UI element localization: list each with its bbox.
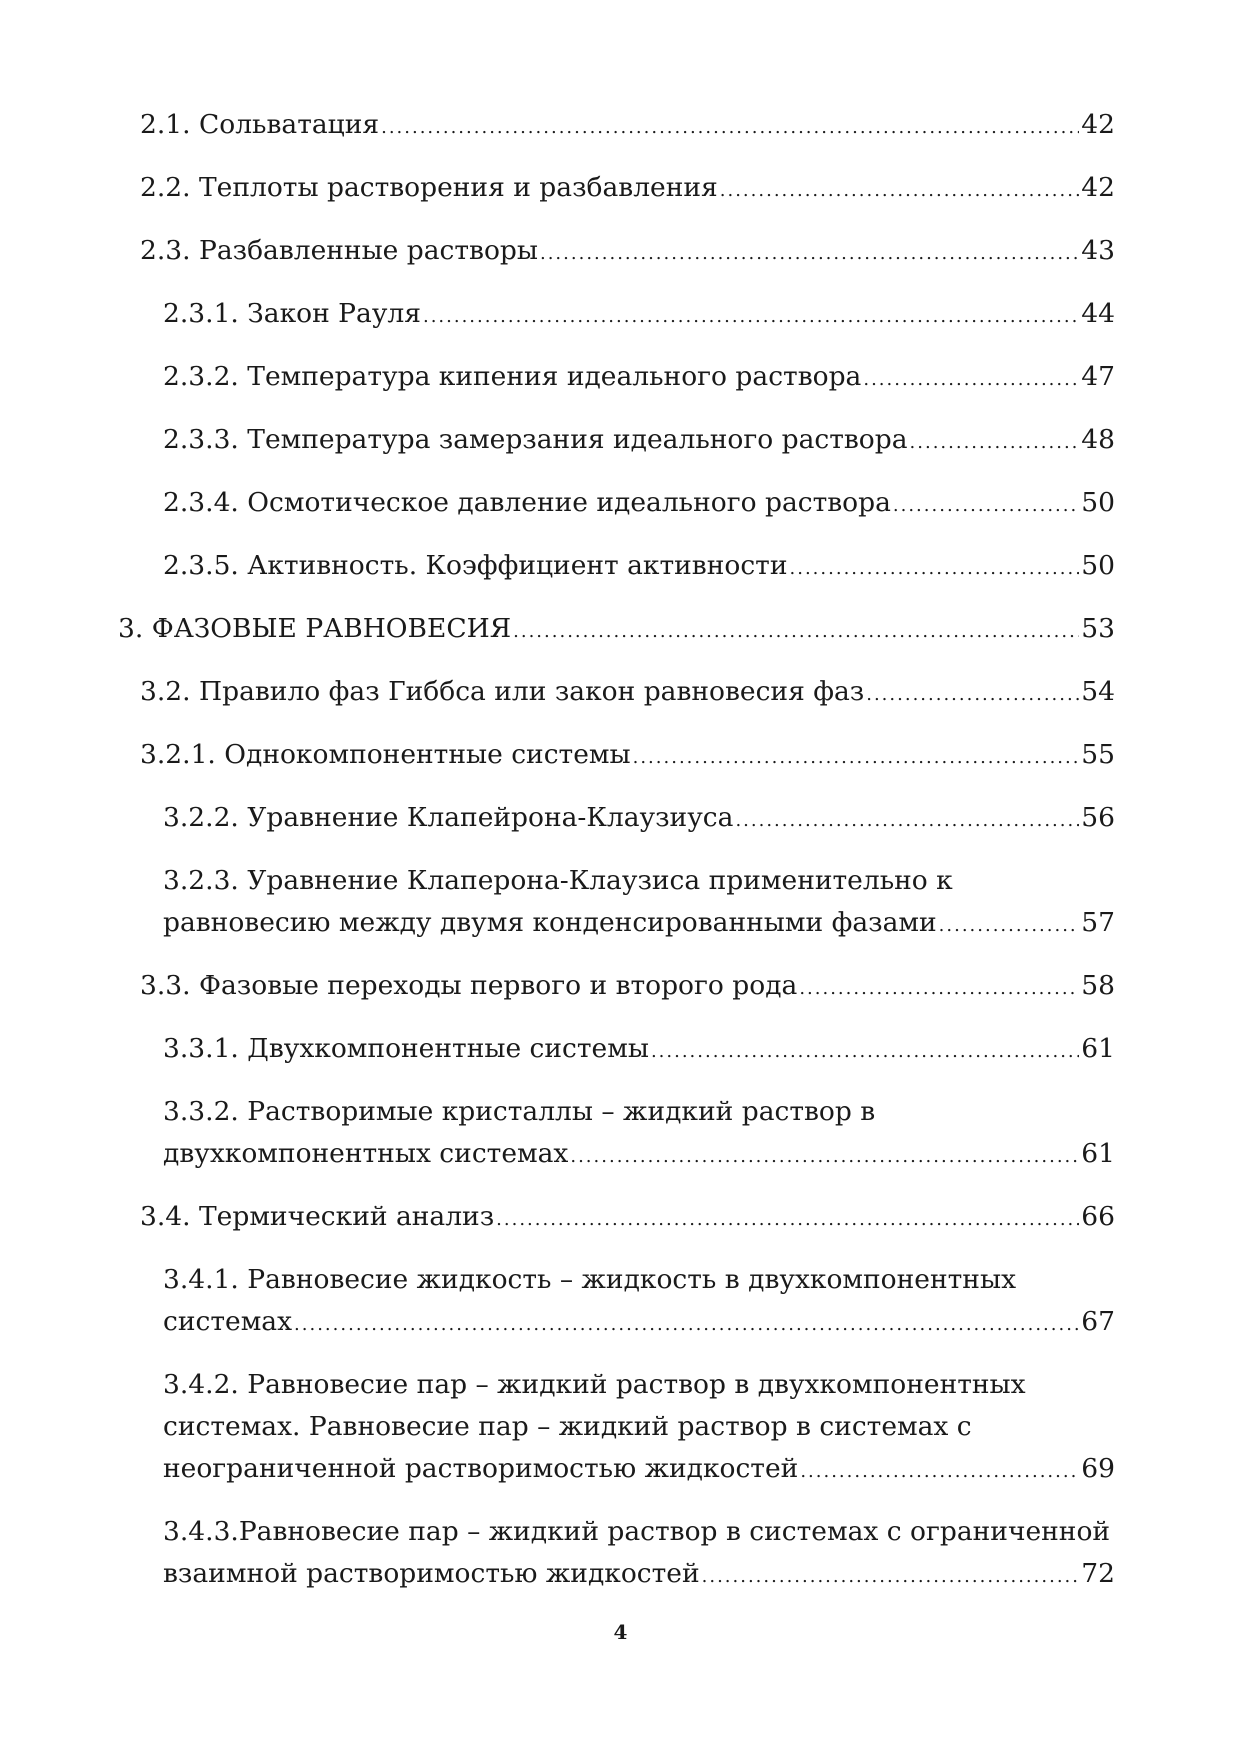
toc-entry[interactable] [163, 1511, 1115, 1598]
dot-leader [866, 674, 1079, 716]
toc-entry[interactable] [163, 1028, 1115, 1073]
toc-entry-page: 55 [1081, 739, 1115, 770]
toc-entry-title: 2.3. Разбавленные растворы [140, 235, 538, 266]
dot-leader [799, 968, 1079, 1010]
toc-entry[interactable] [140, 167, 1115, 212]
dot-leader [893, 485, 1079, 527]
toc-entry-title: равновесию между двумя конденсированными фазами [163, 907, 937, 938]
toc-entry[interactable] [140, 1196, 1115, 1241]
toc-entry-page: 53 [1081, 613, 1115, 644]
toc-entry-page: 56 [1081, 802, 1115, 833]
toc-entry-title: 2.3.5. Активность. Коэффициент активности [163, 550, 788, 581]
dot-leader [910, 422, 1080, 464]
toc-entry-title: взаимной растворимостью жидкостей [163, 1558, 700, 1589]
toc-entry-title: 2.3.2. Температура кипения идеального раствора [163, 361, 862, 392]
toc-entry-title: 2.3.3. Температура замерзания идеального раствора [163, 424, 908, 455]
toc-entry[interactable] [140, 965, 1115, 1010]
toc-entry-title: системах [163, 1306, 293, 1337]
dot-leader [735, 800, 1079, 842]
toc-entry-page: 43 [1081, 235, 1115, 266]
toc-entry-title: 3.2. Правило фаз Гиббса или закон равновесия фаз [140, 676, 865, 707]
toc-entry-title-line: 3.2.3. Уравнение Клаперона-Клаузиса применительно к [163, 865, 953, 896]
toc-entry-page: 47 [1081, 361, 1115, 392]
toc-entry[interactable] [163, 1091, 1115, 1178]
toc-entry-title: 2.1. Сольватация [140, 109, 380, 140]
toc-entry-title: 3.2.2. Уравнение Клапейрона-Клаузиуса [163, 802, 734, 833]
toc-entry[interactable] [140, 230, 1115, 275]
toc-entry-title: неограниченной растворимостью жидкостей [163, 1453, 799, 1484]
toc-entry-page: 42 [1081, 172, 1115, 203]
toc-entry[interactable] [163, 1259, 1115, 1346]
toc-entry-page: 48 [1081, 424, 1115, 455]
toc-entry-title-line: 3.4.2. Равновесие пар – жидкий раствор в двухкомпонентных [163, 1369, 1026, 1400]
toc-entry-title: 3.2.1. Однокомпонентные системы [140, 739, 631, 770]
toc-entry-page: 69 [1081, 1453, 1115, 1484]
dot-leader [790, 548, 1080, 590]
dot-leader [381, 107, 1079, 149]
dot-leader [513, 611, 1079, 653]
toc-entry[interactable] [163, 482, 1115, 527]
dot-leader [570, 1136, 1079, 1178]
dot-leader [863, 359, 1079, 401]
toc-entry-title: 3.3. Фазовые переходы первого и второго рода [140, 970, 798, 1001]
dot-leader [939, 905, 1080, 947]
toc-entry[interactable] [163, 797, 1115, 842]
toc-entry-page: 67 [1081, 1306, 1115, 1337]
dot-leader [651, 1031, 1079, 1073]
toc-entry-page: 50 [1081, 487, 1115, 518]
toc-entry-page: 50 [1081, 550, 1115, 581]
toc-entry[interactable] [163, 1364, 1115, 1493]
toc-entry[interactable] [140, 104, 1115, 149]
toc-entry-title: 2.3.4. Осмотическое давление идеального раствора [163, 487, 891, 518]
toc-entry[interactable] [163, 419, 1115, 464]
toc-entry[interactable] [163, 860, 1115, 947]
toc-entry-page: 57 [1081, 907, 1115, 938]
toc-entry[interactable] [163, 545, 1115, 590]
toc-entry[interactable] [140, 671, 1115, 716]
toc-entry-title-line: системах. Равновесие пар – жидкий раствор в системах с [163, 1411, 972, 1442]
toc-entry-page: 61 [1081, 1033, 1115, 1064]
toc-entry-page: 44 [1081, 298, 1115, 329]
toc-entry-title: 2.2. Теплоты растворения и разбавления [140, 172, 718, 203]
toc-entry[interactable] [140, 734, 1115, 779]
dot-leader [702, 1556, 1080, 1598]
dot-leader [423, 296, 1079, 338]
dot-leader [540, 233, 1079, 275]
toc-entry-page: 54 [1081, 676, 1115, 707]
page-number: 4 [613, 1620, 628, 1644]
toc-entry-page: 72 [1081, 1558, 1115, 1589]
dot-leader [720, 170, 1080, 212]
dot-leader [800, 1451, 1079, 1493]
toc-entry-title: двухкомпонентных системах [163, 1138, 569, 1169]
toc-entry-title-line: 3.4.1. Равновесие жидкость – жидкость в двухкомпонентных [163, 1264, 1017, 1295]
toc-entry-page: 58 [1081, 970, 1115, 1001]
dot-leader [496, 1199, 1079, 1241]
toc-entry-title: 3.3.1. Двухкомпонентные системы [163, 1033, 649, 1064]
toc-entry[interactable] [163, 356, 1115, 401]
toc-entry-page: 66 [1081, 1201, 1115, 1232]
dot-leader [294, 1304, 1079, 1346]
toc-entry-title-line: 3.3.2. Растворимые кристаллы – жидкий раствор в [163, 1096, 876, 1127]
toc-entry[interactable] [118, 608, 1115, 653]
toc-entry[interactable] [163, 293, 1115, 338]
toc-entry-page: 42 [1081, 109, 1115, 140]
dot-leader [633, 737, 1080, 779]
toc-entry-title: 2.3.1. Закон Рауля [163, 298, 421, 329]
toc-entry-page: 61 [1081, 1138, 1115, 1169]
toc-entry-title: 3. ФАЗОВЫЕ РАВНОВЕСИЯ [118, 613, 512, 644]
toc-entry-title-line: 3.4.3.Равновесие пар – жидкий раствор в системах с ограниченной [163, 1516, 1111, 1547]
toc-entry-title: 3.4. Термический анализ [140, 1201, 495, 1232]
